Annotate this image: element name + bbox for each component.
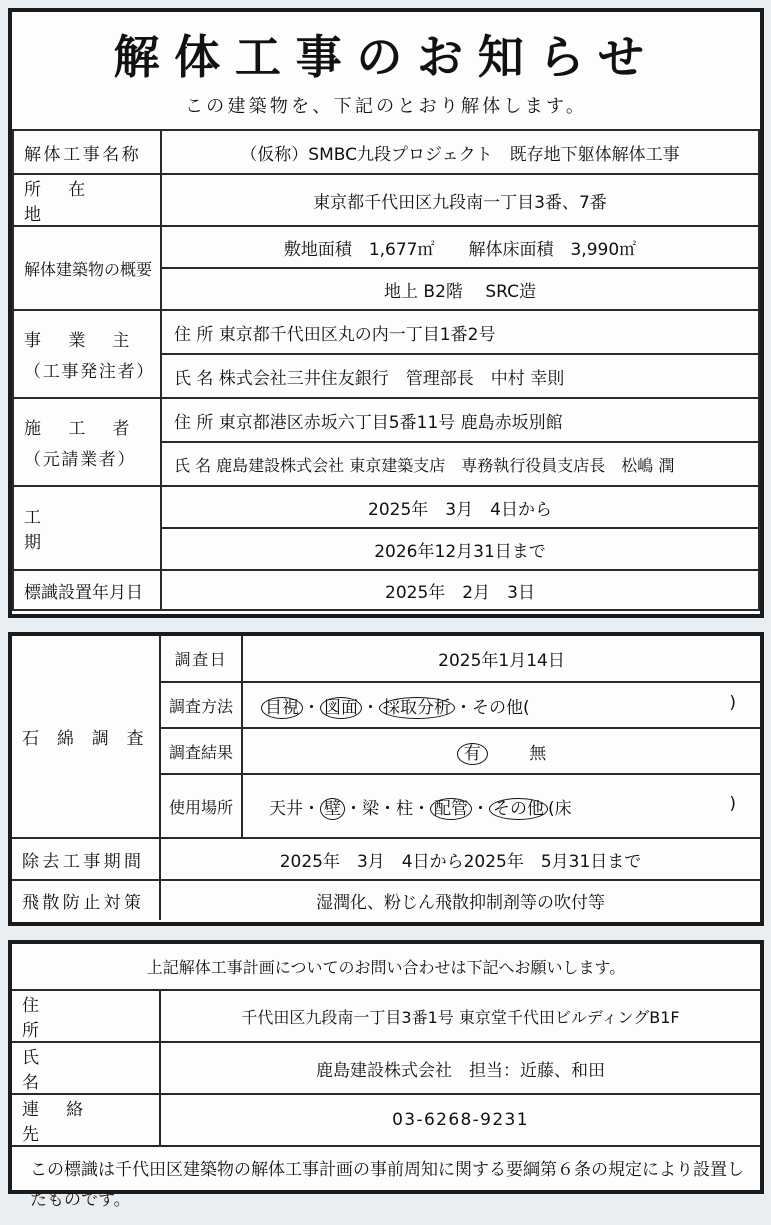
contact-header: 上記解体工事計画についてのお問い合わせは下記へお願いします。 [12,944,760,990]
value-project-name: （仮称）SMBC九段プロジェクト 既存地下躯体解体工事 [161,130,759,174]
table-row [13,570,759,610]
value-survey-date: 2025年1月14日 [242,636,760,682]
value-owner-address: 住 所 東京都千代田区丸の内一丁目1番2号 [161,310,759,354]
method-sampling: 採取分析 [379,697,455,719]
label-project-name: 解体工事名称 [13,130,161,174]
place-ceiling: 天井 [269,798,303,819]
table-row [13,398,759,442]
value-removal-period: 2025年 3月 4日から2025年 5月31日まで [160,838,760,880]
label-period [13,486,161,570]
label-contractor-main: 施工者 [24,419,157,439]
label-text: 住所 [22,996,128,1041]
value-contractor-address: 住 所 東京都港区赤坂六丁目5番11号 鹿島赤坂別館 [161,398,759,442]
table-row [13,226,759,268]
table-row [12,838,760,880]
label-contact-name-text [12,1043,159,1093]
label-text: 連絡先 [22,1100,111,1145]
value-overview-area: 敷地面積 1,677㎡ 解体床面積 3,990㎡ [161,226,759,268]
label-text: 所在地 [24,180,113,225]
label-sign-date: 標識設置年月日 [13,570,161,610]
table-row [13,174,759,226]
result-yes: 有 [457,743,488,765]
label-contractor [13,398,161,486]
place-beam: 梁 [362,798,379,819]
label-owner-sub: （工事発注者） [24,362,155,382]
label-removal-period: 除去工事期間 [12,838,160,880]
label-contact-name [12,1042,160,1094]
value-contact-address: 千代田区九段南一丁目3番1号 東京堂千代田ビルディングB1F [160,990,760,1042]
label-contact-address-text [12,991,159,1041]
label-owner [13,310,161,398]
value-survey-result [242,728,760,774]
method-close: ) [729,692,736,713]
value-prevention: 湿潤化、粉じん飛散抑制剤等の吹付等 [160,880,760,920]
label-location [13,174,161,226]
label-period-text [14,503,160,553]
place-wall: 壁 [320,798,345,820]
table-row [12,990,760,1042]
asbestos-board [8,632,764,926]
value-period-start: 2025年 3月 4日から [161,486,759,528]
demolition-notice-board [8,8,764,618]
value-usage-location: 天井・ 壁 ・梁・柱・ 配管 ・ その他 (床 ) [242,774,760,838]
table-row [13,310,759,354]
label-usage-location: 使用場所 [160,774,242,838]
label-survey-result: 調査結果 [160,728,242,774]
label-contractor-sub: （元請業者） [24,450,137,470]
method-visual: 目視 [261,697,303,719]
label-overview: 解体建築物の概要 [13,226,161,310]
value-survey-method: 目視 ・ 図面 ・ 採取分析 ・その他( ) [242,682,760,728]
value-period-end: 2026年12月31日まで [161,528,759,570]
value-location: 東京都千代田区九段南一丁目3番、7番 [161,174,759,226]
place-other-detail: (床 [548,798,572,819]
label-contact-address [12,990,160,1042]
method-other: その他( [472,697,530,718]
contact-table [12,944,760,1147]
value-contractor-name: 氏 名 鹿島建設株式会社 東京建築支店 専務執行役員支店長 松嶋 潤 [161,442,759,486]
table-row [12,1094,760,1146]
notice-title: 解体工事のお知らせ [113,30,659,84]
label-survey-method: 調査方法 [160,682,242,728]
footnote: この標識は千代田区建築物の解体工事計画の事前周知に関する要綱第６条の規定により設置したものです。 [30,1160,744,1210]
table-row [12,944,760,990]
label-location-text [14,175,160,225]
place-column: 柱 [396,798,413,819]
value-owner-name: 氏 名 株式会社三井住友銀行 管理部長 中村 幸則 [161,354,759,398]
value-sign-date: 2025年 2月 3日 [161,570,759,610]
label-owner-main: 事業主 [24,331,157,351]
table-row [12,1042,760,1094]
table-row [12,636,760,682]
label-text: 氏名 [22,1048,128,1093]
value-contact-name: 鹿島建設株式会社 担当：近藤、和田 [160,1042,760,1094]
label-survey-date: 調査日 [160,636,242,682]
table-row [12,880,760,920]
contact-board [8,940,764,1210]
label-contact-phone [12,1094,160,1146]
method-drawing: 図面 [320,697,362,719]
label-asbestos: 石綿調査 [12,636,160,838]
label-prevention: 飛散防止対策 [12,880,160,920]
table-row [13,486,759,528]
value-contact-phone: 03-6268-9231 [160,1094,760,1146]
notice-table [12,129,760,611]
place-close: ) [729,793,736,814]
label-contact-phone-text [12,1095,159,1145]
label-text: 工期 [24,508,130,553]
place-other: その他 [489,798,548,820]
value-overview-structure: 地上 B2階 SRC造 [161,268,759,310]
notice-subtitle: この建築物を、下記のとおり解体します。 [184,96,588,117]
asbestos-table [12,636,760,920]
place-piping: 配管 [430,798,472,820]
result-no: 無 [529,743,547,764]
table-row [13,130,759,174]
